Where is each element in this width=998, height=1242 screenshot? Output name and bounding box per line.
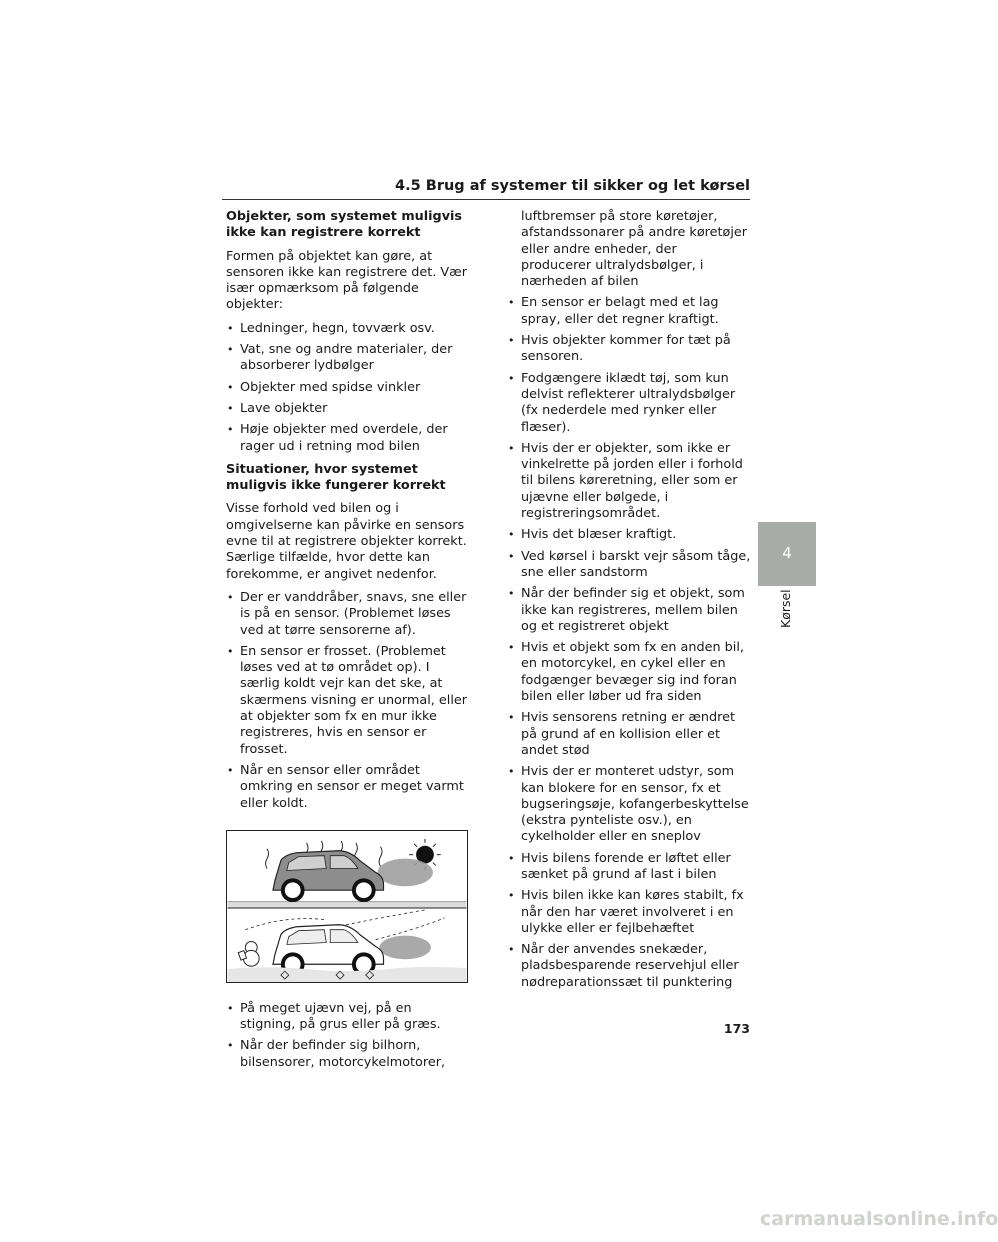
list-item: • Høje objekter med overdele, der rager ud i retning mod bilen xyxy=(226,422,468,455)
list-item-continuation: luftbremser på store køretøjer, afstandssonarer på andre køretøjer eller andre enheder, der producerer ultralydsbølger, i nærheden af bilen xyxy=(521,209,748,290)
list-item: • Vat, sne og andre materialer, der absorberer lydbølger xyxy=(226,342,468,375)
paragraph-conditions: Visse forhold ved bilen og i omgivelserne kan påvirke en sensors evne til at registrere objekter korrekt. Særlige tilfælde, hvor dette kan forekomme, er angivet nedenfor. xyxy=(226,501,467,582)
left-column xyxy=(226,209,468,1076)
situation-list-continued xyxy=(226,1001,468,1071)
header-rule xyxy=(222,199,750,200)
situation-list xyxy=(226,590,468,812)
list-item: • Når der anvendes snekæder, pladsbesparende reservehjul eller nødreparationssæt til punktering xyxy=(507,942,751,991)
list-item: • En sensor er frosset. (Problemet løses ved at tø området op). I særlig koldt vejr kan det ske, at skærmens visning er unormal, eller at objekter som fx en mur ikke registreres, hvis en sensor er frosset. xyxy=(226,644,468,758)
situation-list-right xyxy=(507,209,751,991)
sensor-conditions-illustration xyxy=(226,830,468,983)
sensor-wave-shape xyxy=(378,858,433,886)
object-list xyxy=(226,321,468,455)
list-item: • Hvis et objekt som fx en anden bil, en motorcykel, en cykel eller en fodgænger bevæger sig ind foran bilen eller løber ud fra siden xyxy=(507,640,751,705)
list-item: • Hvis der er objekter, som ikke er vinkelrette på jorden eller i forhold til bilens køreretning, eller som er ujævne eller bølgede, i registreringsområdet. xyxy=(507,441,751,522)
list-item: • Hvis bilens forende er løftet eller sænket på grund af last i bilen xyxy=(507,851,751,884)
list-item: • På meget ujævn vej, på en stigning, på grus eller på græs. xyxy=(226,1001,468,1034)
right-column xyxy=(507,209,751,996)
car-icon xyxy=(273,851,384,900)
chapter-label-text: Kørsel xyxy=(778,589,793,628)
sensor-wave-shape xyxy=(380,935,431,959)
list-item: • Når der befinder sig et objekt, som ikke kan registreres, mellem bilen og et registreret objekt xyxy=(507,586,751,635)
list-item: • Ved kørsel i barskt vejr såsom tåge, sne eller sandstorm xyxy=(507,549,751,582)
watermark: carmanualsonline.info xyxy=(760,1208,998,1230)
list-item: • Fodgængere iklædt tøj, som kun delvist reflekterer ultralydsbølger (fx nederdele med rynker eller flæser). xyxy=(507,371,751,436)
chapter-number: 4 xyxy=(782,544,792,562)
list-item: • Der er vanddråber, snavs, sne eller is på en sensor. (Problemet løses ved at tørre sensorerne af). xyxy=(226,590,468,639)
list-item: • Hvis der er monteret udstyr, som kan blokere for en sensor, fx et bugseringsøje, kofangerbeskyttelse (ekstra pynteliste osv.), en cykelholder eller en sneplov xyxy=(507,764,751,845)
section-title: 4.5 Brug af systemer til sikker og let kørsel xyxy=(395,178,750,194)
list-item: • Lave objekter xyxy=(226,401,468,417)
car-icon xyxy=(273,925,384,974)
list-item: • Objekter med spidse vinkler xyxy=(226,380,468,396)
list-item: • Når der befinder sig bilhorn, bilsensorer, motorcykelmotorer, xyxy=(226,1038,468,1071)
list-item: • Hvis objekter kommer for tæt på sensoren. xyxy=(507,333,751,366)
list-item: • En sensor er belagt med et lag spray, eller det regner kraftigt. xyxy=(507,295,751,328)
list-item: • Når en sensor eller området omkring en sensor er meget varmt eller koldt. xyxy=(226,763,468,812)
list-item: • Hvis bilen ikke kan køres stabilt, fx når den har været involveret i en ulykke eller er fejlbehæftet xyxy=(507,888,751,937)
paragraph-shape: Formen på objektet kan gøre, at sensoren ikke kan registrere det. Vær især opmærksom på følgende objekter: xyxy=(226,248,467,313)
list-item: • Ledninger, hegn, tovværk osv. xyxy=(226,321,468,337)
page-number: 173 xyxy=(723,1021,750,1036)
section-header xyxy=(222,176,750,200)
chapter-tab xyxy=(758,522,816,586)
snowman-icon xyxy=(238,941,259,966)
list-item: • Hvis sensorens retning er ændret på grund af en kollision eller et andet stød xyxy=(507,710,751,759)
chapter-label xyxy=(760,589,793,632)
heading-undetectable-objects: Objekter, som systemet muligvis ikke kan registrere korrekt xyxy=(226,209,463,241)
heading-situations: Situationer, hvor systemet muligvis ikke fungerer korrekt xyxy=(226,461,446,494)
list-item: • Hvis det blæser kraftigt. xyxy=(507,527,751,543)
